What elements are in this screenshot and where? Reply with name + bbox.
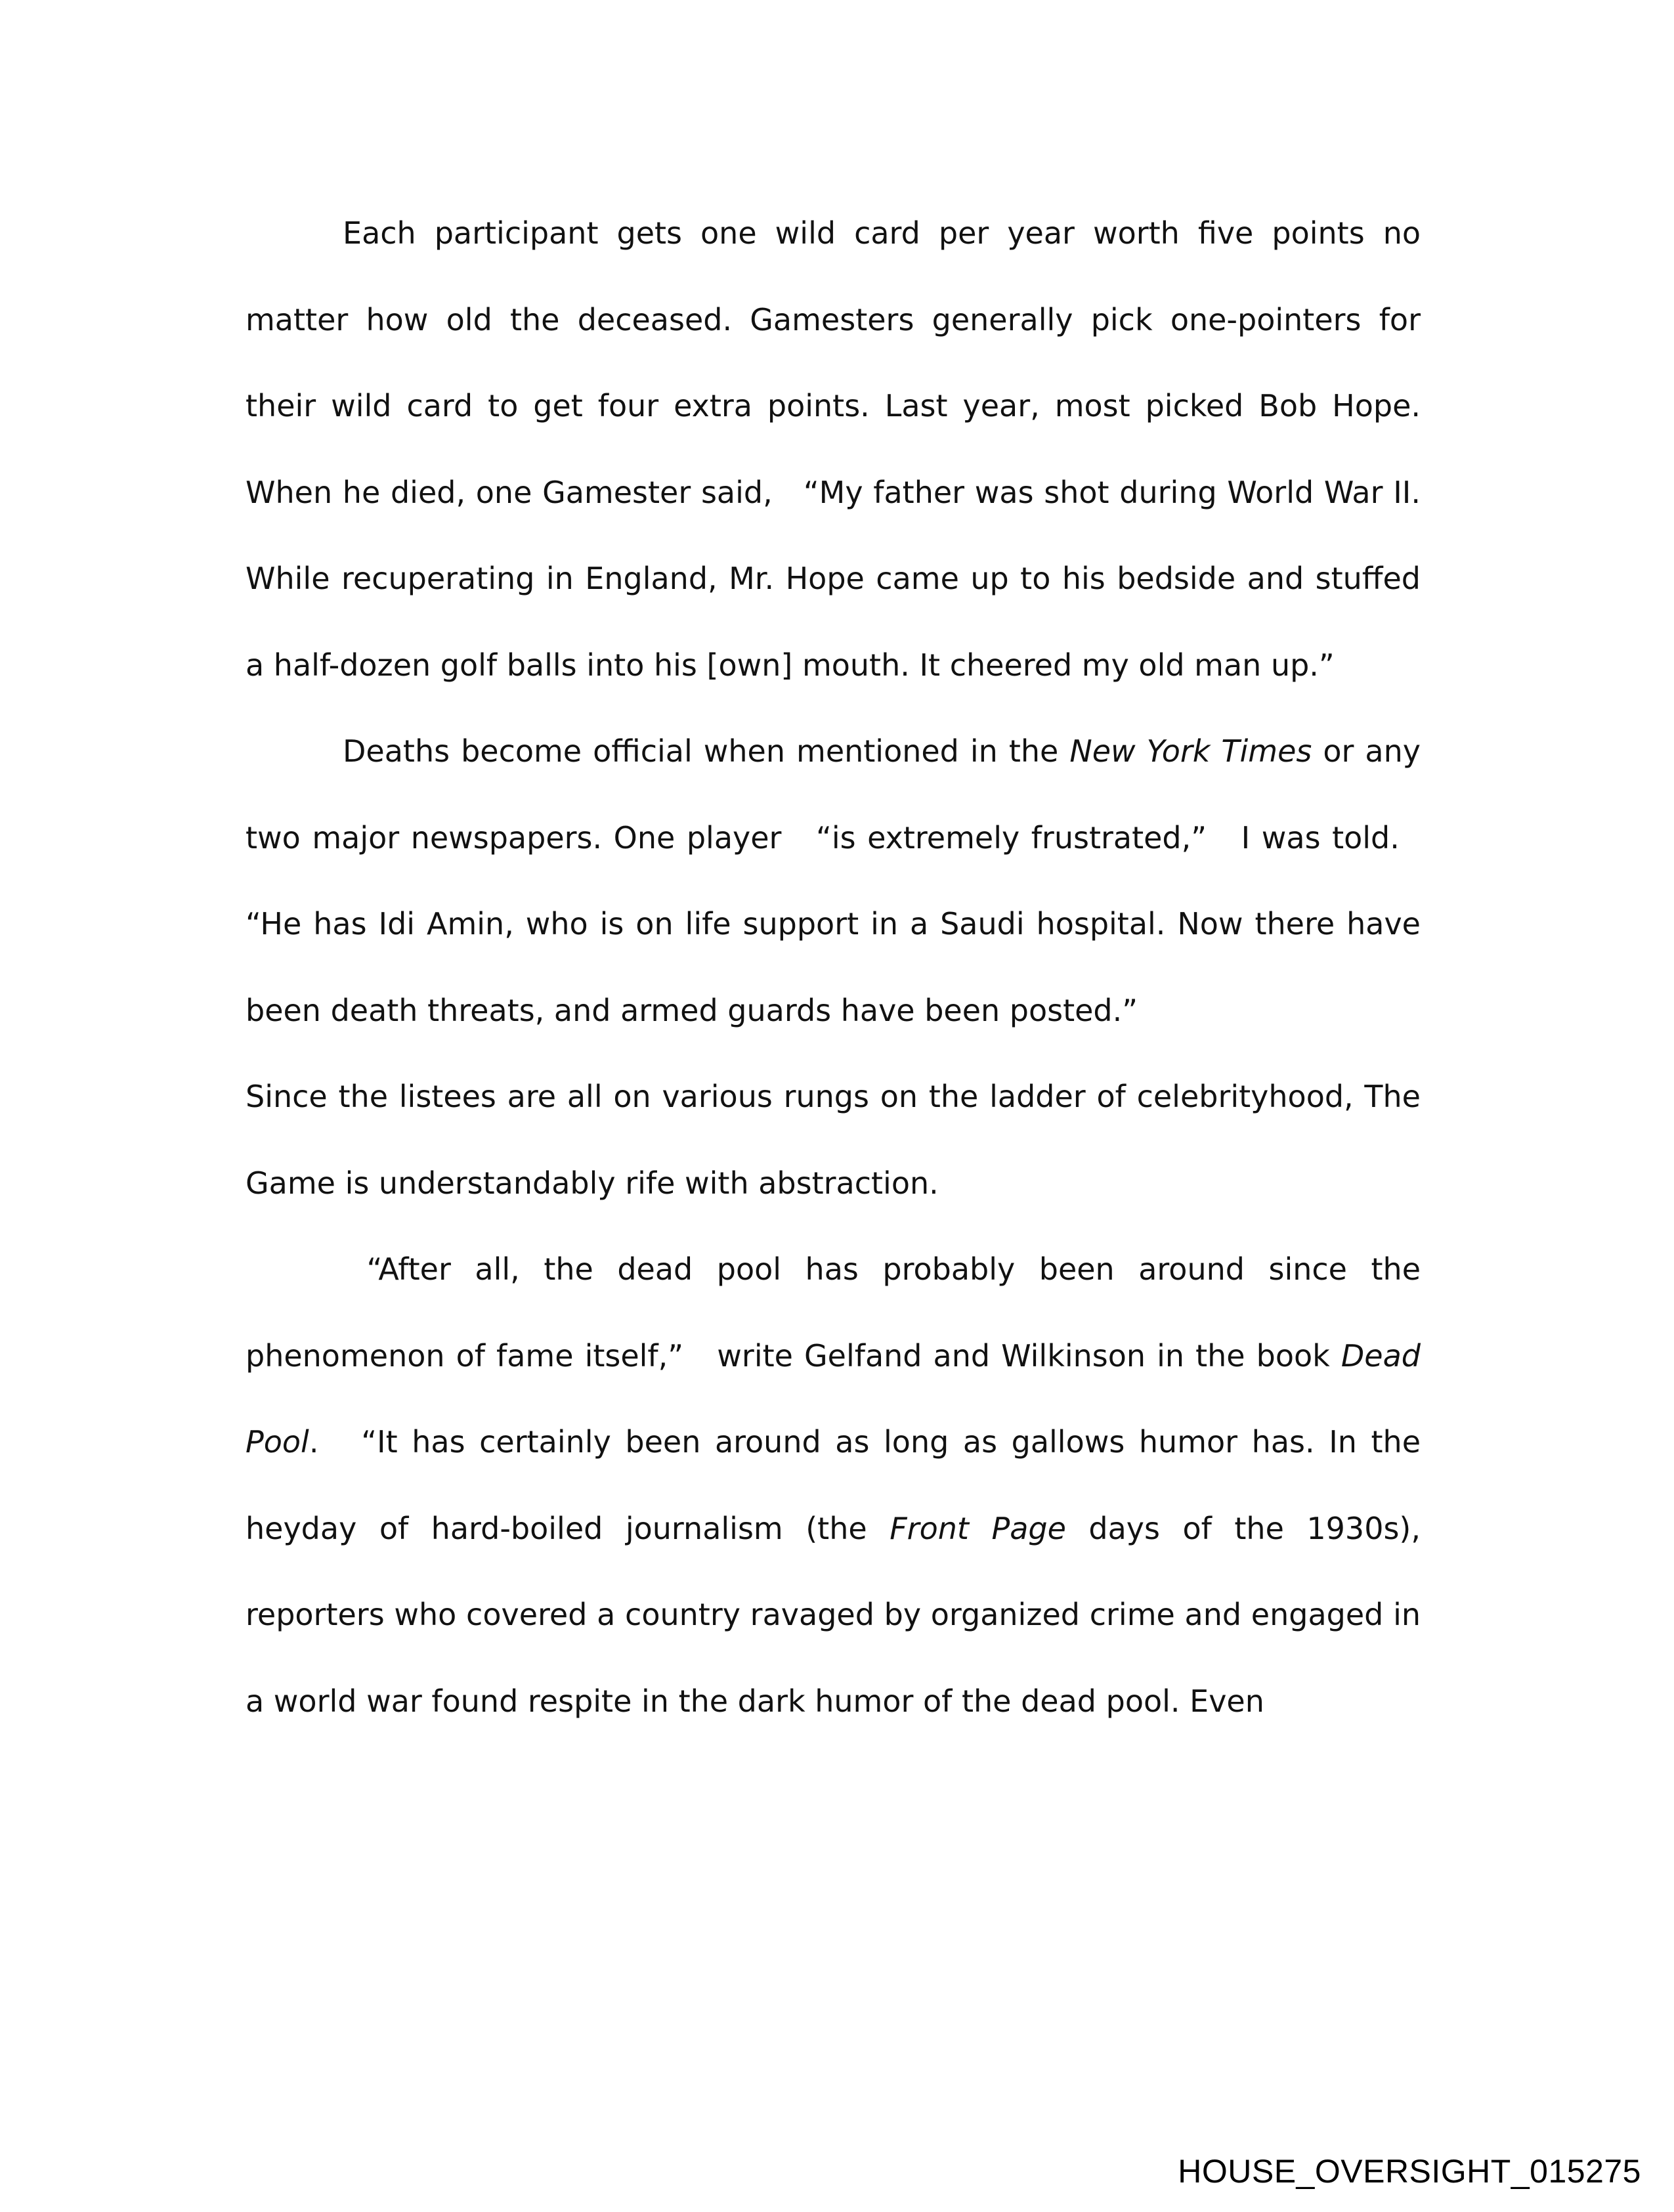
- bates-number: HOUSE_OVERSIGHT_015275: [1178, 2153, 1641, 2190]
- body-text: [246, 190, 1421, 1745]
- book-title-dead-pool: Dead Pool: [246, 1337, 1421, 1460]
- paragraph-dead-pool-history: [246, 1226, 1421, 1745]
- paragraph-text: or any two major newspapers. One player “is extremely frustrated,” I was told. “He has Idi Amin, who is on life support in a Saudi hospital. Now there have been death threats, and armed guards have been posted.”: [246, 733, 1421, 1028]
- paragraph-text: . “It has certainly been around as long as gallows humor has. In the heyday of hard-boiled journalism (the: [246, 1424, 1421, 1546]
- title-front-page: Front Page: [890, 1510, 1066, 1546]
- publication-title-new-york-times: New York Times: [1069, 733, 1312, 769]
- paragraph-text: Each participant gets one wild card per year worth five points no matter how old the deceased. Gamesters generally pick one-pointers for their wild card to get four extra points. Last year, most picked Bob Hope. When he died, one Gamester said, “My father was shot during World War II. While recuperating in England, Mr. Hope came up to his bedside and stuffed a half-dozen golf balls into his [own] mouth. It cheered my old man up.”: [246, 215, 1421, 683]
- paragraph-text: Deaths become official when mentioned in the: [343, 733, 1070, 769]
- paragraph-wild-card: [246, 190, 1421, 708]
- paragraph-text: “After all, the dead pool has probably been around since the phenomenon of fame itself,” write Gelfand and Wilkinson in the book: [246, 1251, 1421, 1374]
- paragraph-text: days of the 1930s), reporters who covered a country ravaged by organized crime and engaged in a world war found respite in the dark humor of the dead pool. Even: [246, 1510, 1421, 1719]
- paragraph-listees: [246, 1054, 1421, 1226]
- paragraph-text: Since the listees are all on various rungs on the ladder of celebrityhood, The Game is understandably rife with abstraction.: [246, 1079, 1421, 1201]
- paragraph-deaths-official: [246, 708, 1421, 1054]
